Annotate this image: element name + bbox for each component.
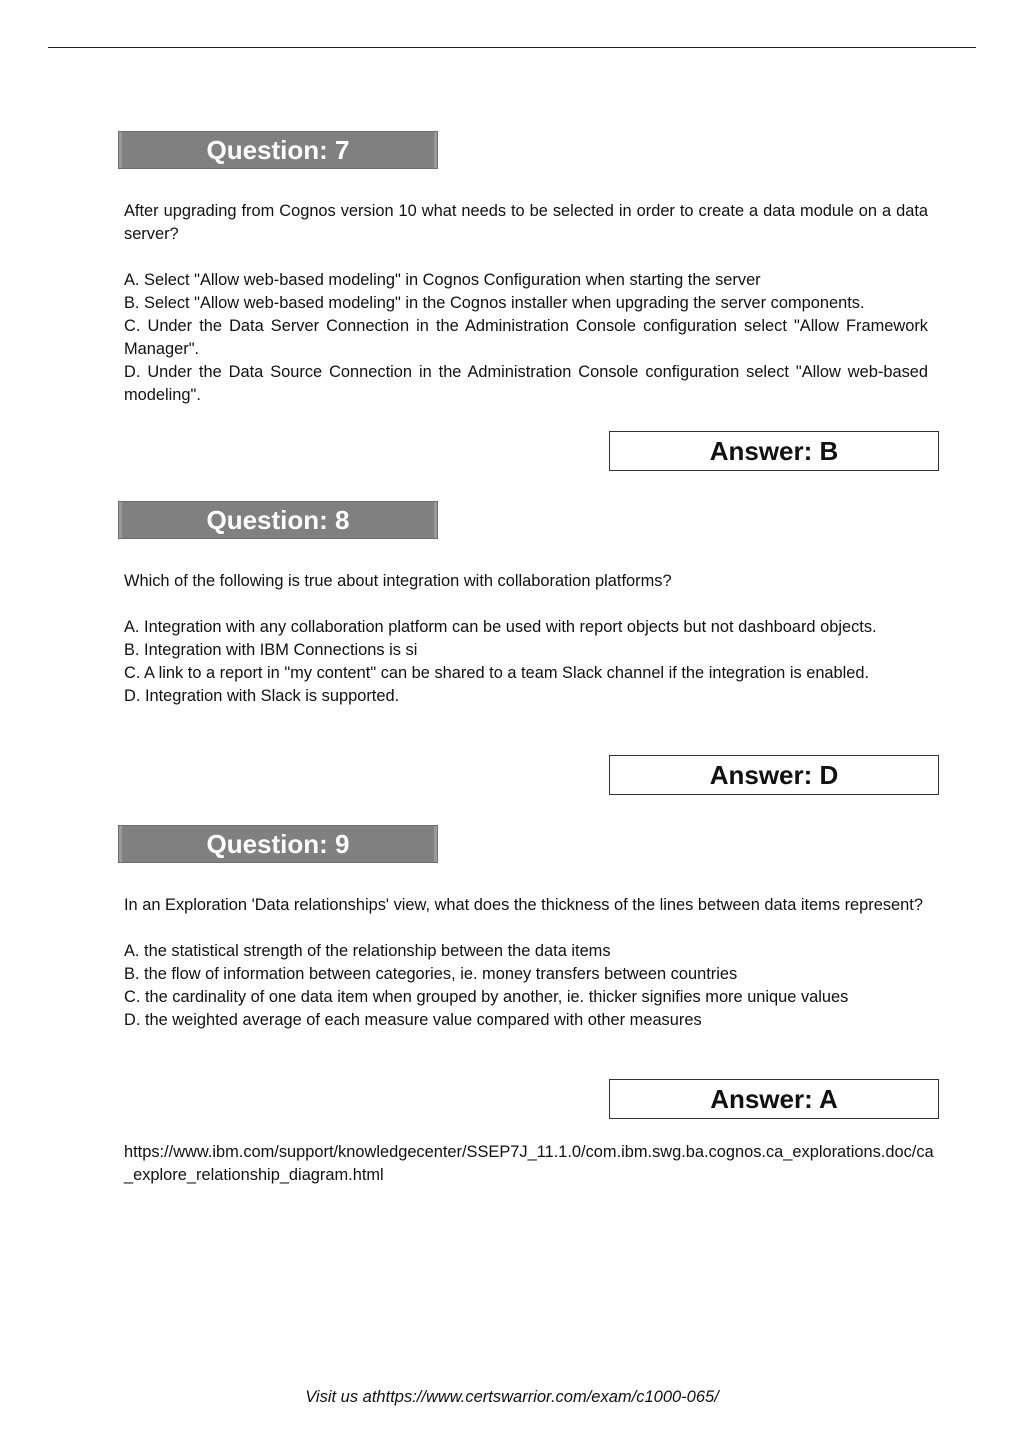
question-9-option-c: C. the cardinality of one data item when grouped by another, ie. thicker signifies more unique values xyxy=(124,988,849,1006)
question-7-header: Question: 7 xyxy=(118,131,438,169)
question-9-text: In an Exploration 'Data relationships' view, what does the thickness of the lines between data items represent? xyxy=(124,896,923,914)
question-8-answer: Answer: D xyxy=(609,755,939,795)
question-8-option-a: A. Integration with any collaboration platform can be used with report objects but not dashboard objects. xyxy=(124,618,877,636)
question-7-option-d: D. Under the Data Source Connection in the Administration Console configuration select "Allow web-based modeling". xyxy=(124,363,928,404)
reference-link[interactable]: https://www.ibm.com/support/knowledgecenter/SSEP7J_11.1.0/com.ibm.swg.ba.cognos.ca_explorations.doc/ca_explore_relationship_diagram.html xyxy=(124,1143,934,1184)
question-7-body xyxy=(124,200,928,407)
question-8-header: Question: 8 xyxy=(118,501,438,539)
question-8-text: Which of the following is true about integration with collaboration platforms? xyxy=(124,572,672,590)
question-9-answer: Answer: A xyxy=(609,1079,939,1119)
question-8-option-c: C. A link to a report in "my content" can be shared to a team Slack channel if the integration is enabled. xyxy=(124,664,870,682)
question-9-option-d: D. the weighted average of each measure value compared with other measures xyxy=(124,1011,702,1029)
page-footer: Visit us athttps://www.certswarrior.com/exam/c1000-065/ xyxy=(305,1388,719,1406)
question-7-answer: Answer: B xyxy=(609,431,939,471)
question-7-option-a: A. Select "Allow web-based modeling" in Cognos Configuration when starting the server xyxy=(124,271,761,289)
question-7-option-c: C. Under the Data Server Connection in the Administration Console configuration select "Allow Framework Manager". xyxy=(124,317,928,358)
question-8-option-d: D. Integration with Slack is supported. xyxy=(124,687,400,705)
top-divider xyxy=(48,47,976,48)
question-9-option-b: B. the flow of information between categories, ie. money transfers between countries xyxy=(124,965,738,983)
question-7-text: After upgrading from Cognos version 10 what needs to be selected in order to create a data module on a data server? xyxy=(124,202,928,243)
question-8-option-b: B. Integration with IBM Connections is si xyxy=(124,641,418,659)
question-7-option-b: B. Select "Allow web-based modeling" in the Cognos installer when upgrading the server components. xyxy=(124,294,865,312)
question-8-body xyxy=(124,570,928,708)
question-9-option-a: A. the statistical strength of the relationship between the data items xyxy=(124,942,611,960)
question-9-body xyxy=(124,894,928,1032)
question-9-header: Question: 9 xyxy=(118,825,438,863)
